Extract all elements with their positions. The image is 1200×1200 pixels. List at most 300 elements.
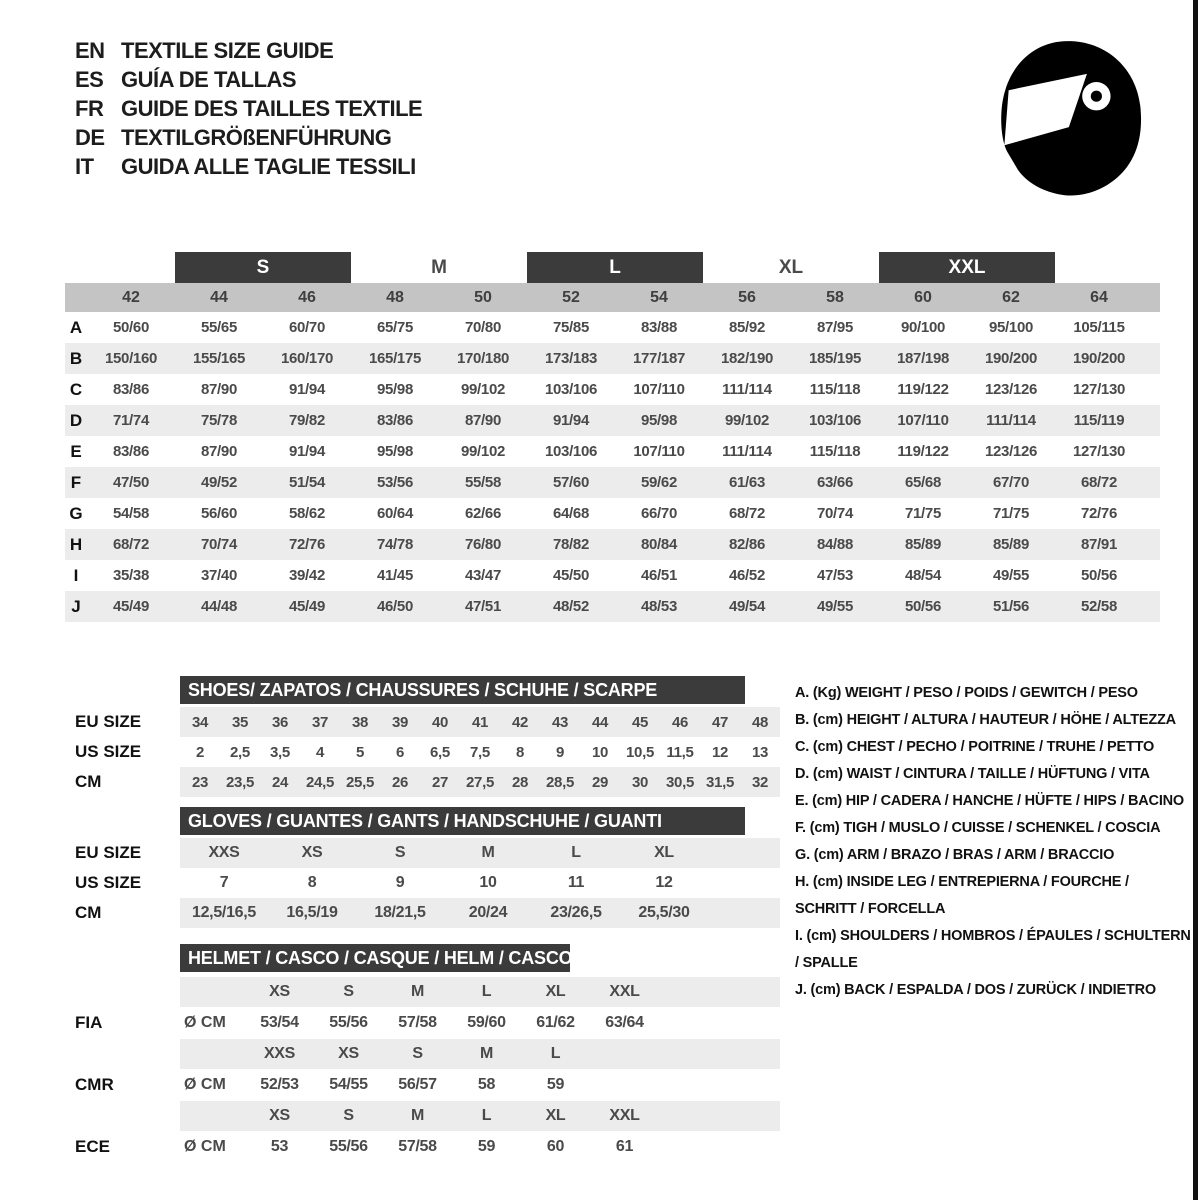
size-column-header: 46 (298, 288, 316, 306)
size-value: 85/92 (728, 319, 766, 336)
language-row (75, 36, 422, 65)
size-value: 38 (351, 713, 369, 731)
size-value: 83/86 (112, 443, 150, 460)
size-value: 107/110 (897, 412, 949, 429)
language-code: FR (75, 96, 104, 121)
size-value: 37 (311, 713, 329, 731)
size-value: 57/60 (552, 474, 590, 491)
helmet-values (180, 1069, 780, 1101)
size-value: 78/82 (552, 536, 590, 553)
gloves-values (180, 838, 780, 868)
size-value: 63/66 (816, 474, 854, 491)
size-value: 75/85 (552, 319, 590, 336)
size-group-label-xxl: XXL (879, 252, 1055, 283)
size-value: 16,5/19 (286, 904, 338, 921)
size-value: 20/24 (468, 904, 508, 921)
size-value: 49/52 (200, 474, 238, 491)
gloves-row (65, 838, 785, 868)
size-value: 115/118 (809, 381, 861, 398)
size-value: 49/54 (728, 598, 766, 615)
size-value: 39/42 (288, 567, 326, 584)
size-value: 65/75 (376, 319, 414, 336)
measurement-row-h (65, 529, 1160, 560)
scale-label: CM (75, 772, 102, 791)
scale-label: US SIZE (75, 742, 142, 761)
helmet-size-label: XS (338, 1045, 359, 1062)
size-value: 2,5 (230, 743, 250, 761)
language-row (75, 152, 422, 181)
size-value: 58/62 (288, 505, 326, 522)
helmet-size-row (65, 1039, 785, 1069)
size-group-label-xl: XL (778, 257, 804, 278)
shoes-section-header: SHOES/ ZAPATOS / CHAUSSURES / SCHUHE / SCARPE (180, 676, 745, 704)
size-value: 107/110 (633, 443, 685, 460)
size-value: 28 (511, 773, 529, 791)
size-value: 127/130 (1072, 381, 1126, 398)
size-value: 48/54 (904, 567, 942, 584)
row-label: D (69, 410, 83, 430)
helmet-size-value: 53/54 (260, 1014, 299, 1031)
main-size-table (65, 252, 1160, 622)
size-value: 35/38 (112, 567, 150, 584)
size-value: 75/78 (200, 412, 238, 429)
size-value: 83/88 (640, 319, 678, 336)
helmet-size-value: 57/58 (398, 1014, 437, 1031)
size-value: 83/86 (112, 381, 150, 398)
helmet-size-value: 58 (477, 1076, 496, 1093)
language-code: EN (75, 38, 105, 63)
size-value: S (394, 844, 406, 861)
size-value: 84/88 (816, 536, 854, 553)
language-row (75, 65, 422, 94)
size-group-label-s: S (175, 252, 351, 283)
size-value: 49/55 (816, 598, 854, 615)
size-value: 103/106 (544, 381, 598, 398)
size-value: 48/53 (640, 598, 678, 615)
legend-item-j: J. (cm) BACK / ESPALDA / DOS / ZURÜCK / INDIETRO (795, 982, 1156, 998)
row-label: E (70, 441, 82, 461)
size-value: 105/115 (1073, 319, 1125, 336)
size-value: 23,5 (226, 773, 254, 791)
standard-label: ECE (75, 1137, 110, 1156)
size-value: 25,5 (346, 773, 374, 791)
legend-item-h: H. (cm) INSIDE LEG / ENTREPIERNA / FOURCHE / SCHRITT / FORCELLA (795, 874, 1129, 917)
size-value: 99/102 (460, 443, 506, 460)
size-column-header: 62 (1002, 288, 1020, 306)
shoes-values (180, 737, 780, 767)
shoes-row (65, 767, 785, 797)
size-value: XXS (208, 844, 240, 861)
size-value: 62/66 (464, 505, 502, 522)
size-value: 50/60 (112, 319, 150, 336)
gloves-section-header: GLOVES / GUANTES / GANTS / HANDSCHUHE / GUANTI (180, 807, 745, 835)
size-value: 32 (751, 773, 769, 791)
standard-label: FIA (75, 1013, 103, 1032)
helmet-value-row (65, 1069, 785, 1101)
size-value: 49/55 (992, 567, 1030, 584)
size-column-header: 52 (562, 288, 580, 306)
size-column-header: 50 (474, 288, 492, 306)
size-value: 111/114 (722, 381, 772, 398)
helmet-size-value: 59/60 (467, 1014, 506, 1031)
helmet-section-header: HELMET / CASCO / CASQUE / HELM / CASCO (180, 944, 570, 972)
size-value: 60/64 (376, 505, 414, 522)
helmet-value-row (65, 1131, 785, 1163)
size-value: 12 (655, 874, 673, 891)
helmet-size-value: 59 (477, 1138, 496, 1155)
size-value: 46/50 (376, 598, 414, 615)
size-value: 53/56 (376, 474, 414, 491)
size-value: 68/72 (1080, 474, 1118, 491)
size-group-label-l: L (527, 252, 703, 283)
size-value: 68/72 (112, 536, 150, 553)
size-value: 83/86 (376, 412, 414, 429)
helmet-size-label: XXL (609, 983, 640, 1000)
helmet-size-label: S (343, 983, 354, 1000)
size-value: 5 (355, 743, 365, 761)
scale-label (65, 977, 180, 1007)
helmet-size-value: 57/58 (398, 1138, 437, 1155)
size-value: 43 (551, 713, 569, 731)
size-value: 46/51 (640, 567, 678, 584)
size-value: 99/102 (724, 412, 770, 429)
size-value: 25,5/30 (638, 904, 690, 921)
size-value: 27,5 (466, 773, 494, 791)
size-value: 23 (191, 773, 209, 791)
helmet-sizes (180, 1101, 780, 1131)
size-value: 6,5 (430, 743, 450, 761)
size-value: 61/63 (728, 474, 766, 491)
numeric-size-band (65, 283, 1160, 312)
helmet-size-label: M (410, 1107, 425, 1124)
helmet-size-row (65, 1101, 785, 1131)
size-value: 60/70 (288, 319, 326, 336)
size-value: 45/49 (288, 598, 326, 615)
helmet-size-value: 61 (615, 1138, 634, 1155)
size-value: 7,5 (470, 743, 490, 761)
size-value: 26 (391, 773, 409, 791)
size-value: 24,5 (306, 773, 334, 791)
size-value: 35 (231, 713, 249, 731)
scale-label: EU SIZE (75, 712, 142, 731)
size-value: 115/119 (1073, 412, 1125, 429)
size-value: 48 (751, 713, 769, 731)
size-group-header-row (65, 252, 1160, 283)
scale-label: US SIZE (75, 873, 142, 892)
language-title: TEXTILE SIZE GUIDE (121, 38, 334, 63)
size-value: 185/195 (808, 350, 862, 367)
size-value: 90/100 (900, 319, 946, 336)
helmet-size-label: L (481, 983, 492, 1000)
size-value: 155/165 (192, 350, 246, 367)
size-value: 85/89 (904, 536, 942, 553)
size-value: 12 (711, 743, 729, 761)
size-value: 87/91 (1080, 536, 1118, 553)
row-label: H (69, 534, 83, 554)
size-value: 187/198 (896, 350, 950, 367)
helmet-size-table (65, 977, 785, 1163)
size-value: 103/106 (544, 443, 598, 460)
helmet-size-label: L (550, 1045, 561, 1062)
shoes-size-table (65, 707, 785, 797)
measurement-rows (65, 312, 1160, 622)
language-title: GUIDA ALLE TAGLIE TESSILI (121, 154, 416, 179)
size-value: 95/98 (640, 412, 678, 429)
size-value: 65/68 (904, 474, 942, 491)
size-value: 173/183 (544, 350, 598, 367)
size-value: 23/26,5 (550, 904, 602, 921)
helmet-size-label: XS (269, 983, 290, 1000)
row-label: B (69, 348, 83, 368)
measurement-legend (795, 680, 1193, 1004)
accessory-size-tables (65, 676, 785, 1163)
size-value: 64/68 (552, 505, 590, 522)
measurement-row-b (65, 343, 1160, 374)
row-label: C (69, 379, 83, 399)
size-value: 11,5 (666, 743, 694, 761)
size-value: 55/58 (464, 474, 502, 491)
diameter-unit: Ø CM (184, 1014, 226, 1031)
size-value: 41/45 (376, 567, 414, 584)
size-value: 115/118 (809, 443, 861, 460)
size-value: 10,5 (626, 743, 654, 761)
helmet-size-value: 63/64 (605, 1014, 644, 1031)
helmet-size-value: 56/57 (398, 1076, 437, 1093)
size-value: 123/126 (984, 443, 1038, 460)
size-value: M (481, 844, 495, 861)
size-value: 46/52 (728, 567, 766, 584)
helmet-size-value: 55/56 (329, 1014, 368, 1031)
size-value: 48/52 (552, 598, 590, 615)
size-value: 177/187 (632, 350, 686, 367)
language-row (75, 94, 422, 123)
size-value: 47/51 (464, 598, 502, 615)
size-value: 127/130 (1072, 443, 1126, 460)
diameter-unit: Ø CM (184, 1138, 226, 1155)
size-value: 71/75 (992, 505, 1030, 522)
size-value: 87/90 (464, 412, 502, 429)
size-value: 7 (219, 874, 229, 891)
size-value: 10 (591, 743, 609, 761)
standard-label: CMR (75, 1075, 114, 1094)
size-value: 160/170 (280, 350, 334, 367)
size-value: 85/89 (992, 536, 1030, 553)
size-value: 36 (271, 713, 289, 731)
size-column-header: 58 (826, 288, 844, 306)
measurement-row-j (65, 591, 1160, 622)
language-code: IT (75, 154, 94, 179)
size-value: 34 (191, 713, 209, 731)
size-value: 51/54 (288, 474, 326, 491)
size-value: 72/76 (288, 536, 326, 553)
helmet-size-label: XL (545, 1107, 566, 1124)
row-label: F (70, 472, 82, 492)
size-value: 52/58 (1080, 598, 1118, 615)
helmet-sizes (180, 1039, 780, 1069)
size-value: 45/50 (552, 567, 590, 584)
helmet-size-value: 52/53 (260, 1076, 299, 1093)
language-title: GUIDE DES TAILLES TEXTILE (121, 96, 423, 121)
helmet-size-value: 53 (270, 1138, 289, 1155)
size-value: 29 (591, 773, 609, 791)
size-value: 119/122 (897, 381, 949, 398)
measurement-row-g (65, 498, 1160, 529)
size-value: 47/53 (816, 567, 854, 584)
size-value: 79/82 (288, 412, 326, 429)
size-value: 70/74 (200, 536, 238, 553)
gloves-values (180, 868, 780, 898)
size-value: 111/114 (722, 443, 772, 460)
size-value: 182/190 (720, 350, 774, 367)
size-value: 44 (591, 713, 609, 731)
size-value: 9 (395, 874, 405, 891)
size-value: 111/114 (986, 412, 1036, 429)
measurement-row-i (65, 560, 1160, 591)
size-value: 99/102 (460, 381, 506, 398)
size-column-header: 60 (914, 288, 932, 306)
size-value: 150/160 (104, 350, 158, 367)
size-column-header: 56 (738, 288, 756, 306)
size-value: 95/98 (376, 443, 414, 460)
size-value: 68/72 (728, 505, 766, 522)
helmet-value-row (65, 1007, 785, 1039)
size-value: 119/122 (897, 443, 949, 460)
measurement-row-f (65, 467, 1160, 498)
size-value: 91/94 (288, 443, 326, 460)
size-value: 67/70 (992, 474, 1030, 491)
size-value: 72/76 (1080, 505, 1118, 522)
size-column-header: 64 (1090, 288, 1108, 306)
size-value: 45/49 (112, 598, 150, 615)
size-value: 76/80 (464, 536, 502, 553)
size-value: 55/65 (200, 319, 238, 336)
gloves-row (65, 868, 785, 898)
size-value: 87/90 (200, 381, 238, 398)
scale-label (65, 1101, 180, 1131)
size-value: 82/86 (728, 536, 766, 553)
legend-item-g: G. (cm) ARM / BRAZO / BRAS / ARM / BRACCIO (795, 847, 1115, 863)
shoes-values (180, 707, 780, 737)
size-value: 107/110 (633, 381, 685, 398)
size-value: 80/84 (640, 536, 678, 553)
measurement-row-e (65, 436, 1160, 467)
gloves-row (65, 898, 785, 928)
helmet-size-value: 60 (546, 1138, 565, 1155)
size-column-header: 54 (650, 288, 668, 306)
size-value: 56/60 (200, 505, 238, 522)
legend-item-f: F. (cm) TIGH / MUSLO / CUISSE / SCHENKEL / COSCIA (795, 820, 1161, 836)
size-value: 71/74 (112, 412, 150, 429)
language-row (75, 123, 422, 152)
size-column-header: 48 (386, 288, 404, 306)
size-value: 74/78 (376, 536, 414, 553)
row-label: I (73, 565, 79, 585)
shoes-row (65, 737, 785, 767)
size-value: 9 (555, 743, 565, 761)
scale-label (65, 1039, 180, 1069)
helmet-size-label: XXS (263, 1045, 296, 1062)
size-value: 28,5 (546, 773, 574, 791)
size-column-header: 44 (210, 288, 228, 306)
helmet-values (180, 1131, 780, 1163)
size-value: 95/100 (988, 319, 1034, 336)
helmet-size-label: M (410, 983, 425, 1000)
size-value: 123/126 (984, 381, 1038, 398)
size-value: 45 (631, 713, 649, 731)
helmet-size-label: S (343, 1107, 354, 1124)
size-value: 87/90 (200, 443, 238, 460)
language-code: DE (75, 125, 105, 150)
size-value: 190/200 (1072, 350, 1126, 367)
size-value: 10 (479, 874, 497, 891)
size-value: 8 (307, 874, 317, 891)
scale-label: CM (75, 903, 102, 922)
gloves-size-table (65, 838, 785, 928)
size-value: 2 (195, 743, 205, 761)
size-value: XS (301, 844, 323, 861)
language-code: ES (75, 67, 104, 92)
size-value: 4 (315, 743, 325, 761)
size-value: 30 (631, 773, 649, 791)
size-value: 30,5 (666, 773, 694, 791)
size-value: XL (654, 844, 674, 861)
size-value: L (571, 844, 581, 861)
size-value: 91/94 (552, 412, 590, 429)
helmet-size-label: M (479, 1045, 494, 1062)
helmet-size-label: S (412, 1045, 423, 1062)
helmet-size-label: XXL (609, 1107, 640, 1124)
size-value: 59/62 (640, 474, 678, 491)
size-value: 47/50 (112, 474, 150, 491)
scale-label: EU SIZE (75, 843, 142, 862)
size-value: 190/200 (984, 350, 1038, 367)
size-value: 3,5 (270, 743, 290, 761)
size-value: 43/47 (464, 567, 502, 584)
legend-item-e: E. (cm) HIP / CADERA / HANCHE / HÜFTE / HIPS / BACINO (795, 793, 1184, 809)
helmet-size-value: 59 (546, 1076, 565, 1093)
helmet-size-value: 55/56 (329, 1138, 368, 1155)
size-value: 46 (671, 713, 689, 731)
legend-item-i: I. (cm) SHOULDERS / HOMBROS / ÉPAULES / SCHULTERN / SPALLE (795, 928, 1191, 971)
legend-item-b: B. (cm) HEIGHT / ALTURA / HAUTEUR / HÖHE / ALTEZZA (795, 712, 1176, 728)
language-title: TEXTILGRÖßENFÜHRUNG (121, 125, 392, 150)
size-value: 54/58 (112, 505, 150, 522)
size-value: 87/95 (816, 319, 854, 336)
helmet-size-label: XS (269, 1107, 290, 1124)
size-value: 24 (271, 773, 289, 791)
helmet-size-value: 54/55 (329, 1076, 368, 1093)
measurement-row-c (65, 374, 1160, 405)
row-label: J (71, 596, 81, 616)
size-value: 37/40 (200, 567, 238, 584)
size-value: 95/98 (376, 381, 414, 398)
size-value: 91/94 (288, 381, 326, 398)
diameter-unit: Ø CM (184, 1076, 226, 1093)
language-title: GUÍA DE TALLAS (121, 67, 297, 92)
size-value: 66/70 (640, 505, 678, 522)
size-value: 27 (431, 773, 449, 791)
size-value: 70/74 (816, 505, 854, 522)
size-value: 51/56 (992, 598, 1030, 615)
helmet-size-label: L (481, 1107, 492, 1124)
size-value: 13 (751, 743, 769, 761)
page-right-border-line (1193, 0, 1198, 1200)
size-value: 71/75 (904, 505, 942, 522)
helmet-size-label: XL (545, 983, 566, 1000)
measurement-row-a (65, 312, 1160, 343)
helmet-values (180, 1007, 780, 1039)
size-value: 170/180 (456, 350, 510, 367)
